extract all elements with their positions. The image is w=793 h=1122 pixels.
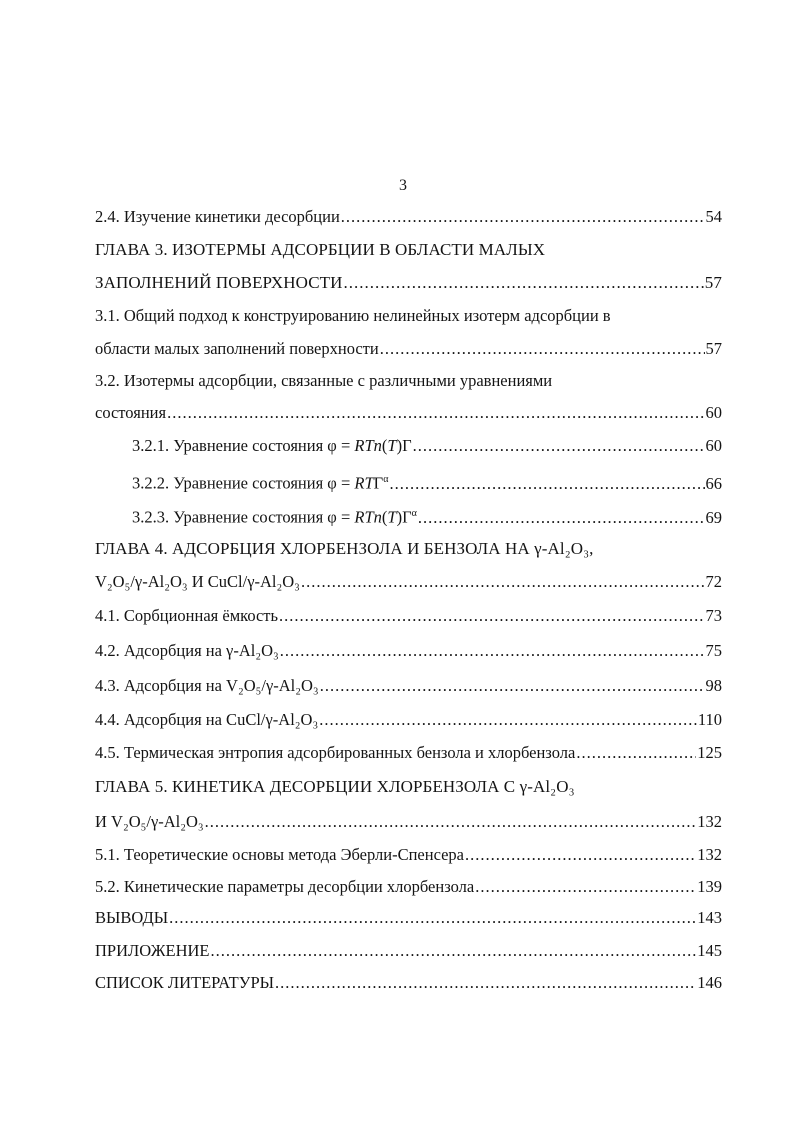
toc-entry-title: 5.1. Теоретические основы метода Эберли-Спенсера xyxy=(95,845,465,864)
toc-entry-title: 4.5. Термическая энтропия адсорбированных бензола и хлорбензола xyxy=(95,743,576,762)
dot-leader xyxy=(210,941,696,961)
toc-entry-page: 145 xyxy=(697,941,722,960)
toc-entry-3-2-2[interactable] xyxy=(132,470,722,494)
dot-leader xyxy=(319,710,697,730)
dot-leader xyxy=(389,474,704,494)
toc-entry-chapter-5[interactable] xyxy=(95,812,722,832)
chapter-3-title[interactable]: ГЛАВА 3. ИЗОТЕРМЫ АДСОРБЦИИ В ОБЛАСТИ МАЛЫХ xyxy=(95,240,546,259)
toc-entry-4-4[interactable] xyxy=(95,710,722,730)
toc-entry-3-1[interactable] xyxy=(95,339,722,359)
toc-entry-title: И V₂O₅/γ-Al₂O₃ xyxy=(95,812,204,831)
toc-entry-title: 3.2.3. Уравнение состояния $\varphi = RTn(T)Г^\alpha$ xyxy=(132,507,417,527)
toc-entry-page: 125 xyxy=(697,743,722,762)
toc-entry-3-2-1[interactable] xyxy=(132,436,722,456)
toc-entry-5-1[interactable] xyxy=(95,845,722,865)
toc-entry-title: состояния xyxy=(95,403,167,422)
toc-entry-chapter-4[interactable] xyxy=(95,572,722,592)
toc-entry-4-2[interactable] xyxy=(95,641,722,661)
dot-leader xyxy=(465,845,696,865)
toc-entry-2-4[interactable] xyxy=(95,207,722,227)
toc-entry-page: 132 xyxy=(697,845,722,864)
dot-leader xyxy=(167,403,704,423)
toc-entry-page: 139 xyxy=(697,877,722,896)
dot-leader xyxy=(205,812,697,832)
toc-entry-title: V₂O₅/γ-Al₂O₃ И CuCl/γ-Al₂O₃ xyxy=(95,572,300,591)
toc-entry-title: ВЫВОДЫ xyxy=(95,908,169,927)
dot-leader xyxy=(344,273,704,293)
toc-entry-conclusions[interactable] xyxy=(95,908,722,928)
toc-entry-title: области малых заполнений поверхности xyxy=(95,339,379,358)
toc-entry-page: 66 xyxy=(705,473,722,493)
dot-leader xyxy=(275,973,696,993)
toc-entry-page: 69 xyxy=(705,507,722,527)
toc-entry-chapter-3[interactable] xyxy=(95,273,722,293)
toc-entry-3-2-3[interactable] xyxy=(132,504,722,528)
dot-leader xyxy=(301,572,705,592)
toc-entry-title: 5.2. Кинетические параметры десорбции хлорбензола xyxy=(95,877,475,896)
toc-entry-title: 4.2. Адсорбция на γ-Al₂O₃ xyxy=(95,641,279,660)
toc-entry-4-5[interactable] xyxy=(95,743,722,763)
toc-entry-page: 146 xyxy=(697,973,722,992)
page-number: 3 xyxy=(399,177,407,194)
toc-entry-title: 4.4. Адсорбция на CuCl/γ-Al₂O₃ xyxy=(95,710,319,729)
toc-entry-page: 72 xyxy=(705,572,722,591)
toc-entry-page: 54 xyxy=(705,207,722,226)
dot-leader xyxy=(320,676,705,696)
toc-entry-3-1-line1[interactable]: 3.1. Общий подход к конструированию нелинейных изотерм адсорбции в xyxy=(95,306,611,325)
toc-entry-page: 57 xyxy=(704,273,722,292)
chapter-5-title[interactable]: ГЛАВА 5. КИНЕТИКА ДЕСОРБЦИИ ХЛОРБЕНЗОЛА С γ-Al₂O₃ xyxy=(95,777,575,796)
dot-leader xyxy=(413,436,705,456)
toc-entry-title: ЗАПОЛНЕНИЙ ПОВЕРХНОСТИ xyxy=(95,273,343,292)
toc-entry-4-3[interactable] xyxy=(95,676,722,696)
toc-entry-title: СПИСОК ЛИТЕРАТУРЫ xyxy=(95,973,275,992)
toc-entry-title: 2.4. Изучение кинетики десорбции xyxy=(95,207,340,226)
toc-entry-title: ПРИЛОЖЕНИЕ xyxy=(95,941,210,960)
toc-entry-title: 3.2.1. Уравнение состояния φ = RTn(T)Г xyxy=(132,436,412,455)
toc-entry-page: 60 xyxy=(705,436,722,455)
toc-entry-page: 132 xyxy=(697,812,722,831)
toc-entry-title: 4.3. Адсорбция на V₂O₅/γ-Al₂O₃ xyxy=(95,676,319,695)
dot-leader xyxy=(341,207,705,227)
toc-entry-title: 3.2.2. Уравнение состояния $\varphi = RTГ^\alpha$ xyxy=(132,473,389,493)
toc-entry-page: 73 xyxy=(705,606,722,625)
toc-entry-5-2[interactable] xyxy=(95,877,722,897)
toc-entry-page: 110 xyxy=(697,710,722,729)
toc-entry-appendix[interactable] xyxy=(95,941,722,961)
toc-entry-page: 98 xyxy=(705,676,722,695)
chapter-4-title[interactable]: ГЛАВА 4. АДСОРБЦИЯ ХЛОРБЕНЗОЛА И БЕНЗОЛА НА γ-Al₂O₃, xyxy=(95,539,594,558)
toc-entry-3-2[interactable] xyxy=(95,403,722,423)
dot-leader xyxy=(418,508,705,528)
dot-leader xyxy=(169,908,696,928)
toc-entry-page: 75 xyxy=(705,641,722,660)
toc-entry-page: 143 xyxy=(697,908,722,927)
toc-entry-page: 60 xyxy=(705,403,722,422)
toc-entry-3-2-line1[interactable]: 3.2. Изотермы адсорбции, связанные с различными уравнениями xyxy=(95,371,553,390)
dot-leader xyxy=(475,877,696,897)
toc-entry-4-1[interactable] xyxy=(95,606,722,626)
dot-leader xyxy=(380,339,705,359)
dot-leader xyxy=(280,641,705,661)
toc-entry-title: 4.1. Сорбционная ёмкость xyxy=(95,606,279,625)
toc-entry-references[interactable] xyxy=(95,973,722,993)
dot-leader xyxy=(279,606,704,626)
dot-leader xyxy=(576,743,696,763)
toc-entry-page: 57 xyxy=(705,339,722,358)
